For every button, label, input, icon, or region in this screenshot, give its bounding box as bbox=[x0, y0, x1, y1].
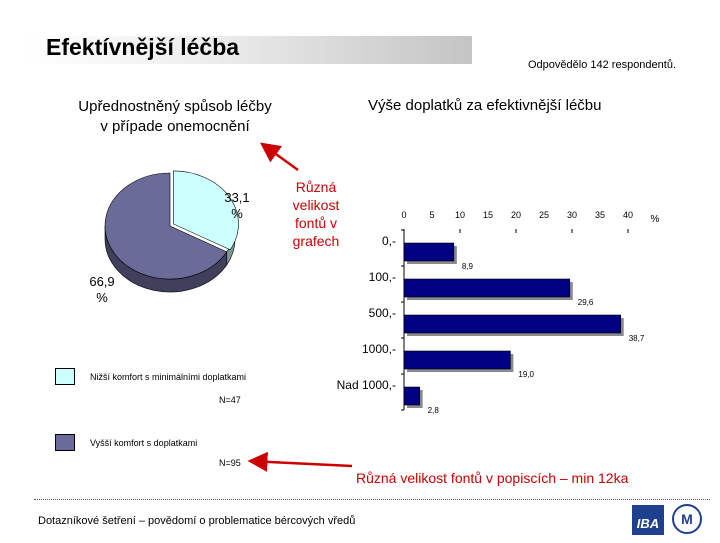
footer-text: Dotazníkové šetření – povědomí o problematice bércových vředů bbox=[38, 515, 356, 527]
bar-chart-title: Výše doplatků za efektivnější léčbu bbox=[368, 97, 602, 114]
bar-4 bbox=[404, 387, 420, 405]
pie-label-low-unit: % bbox=[231, 206, 243, 221]
category-label-2: 500,- bbox=[368, 306, 396, 320]
pie-label-high-value: 66,9 bbox=[89, 274, 115, 289]
pie-label-low-comfort bbox=[222, 190, 252, 222]
x-tick-label-5: 5 bbox=[429, 210, 435, 220]
x-tick-label-35: 35 bbox=[594, 210, 606, 220]
annotation-line-2: velikost bbox=[292, 197, 340, 213]
x-tick-label-20: 20 bbox=[510, 210, 522, 220]
category-label-1: 100,- bbox=[368, 270, 396, 284]
value-label-4: 2,8 bbox=[427, 406, 439, 415]
pie-title-line-2: v případe onemocnění bbox=[100, 118, 250, 135]
category-label-0: 0,- bbox=[381, 234, 396, 248]
bar-0 bbox=[404, 243, 454, 261]
category-label-4: Nad 1000,- bbox=[336, 378, 396, 392]
bar-1 bbox=[404, 279, 570, 297]
legend-label-low-comfort: Nižší komfort s minimálními doplatkami bbox=[90, 372, 247, 382]
legend-swatch-low-comfort bbox=[55, 368, 75, 385]
legend-swatch-high-comfort bbox=[55, 434, 75, 451]
bar-2 bbox=[404, 315, 621, 333]
value-label-0: 8,9 bbox=[461, 262, 473, 271]
legend-n-low-comfort: N=47 bbox=[219, 395, 241, 405]
category-label-3: 1000,- bbox=[361, 342, 396, 356]
pie-label-high-unit: % bbox=[96, 290, 108, 305]
pie-label-low-value: 33,1 bbox=[224, 190, 250, 205]
pie-title-line-1: Upřednostněný spůsob léčby bbox=[78, 98, 272, 115]
slide-title: Efektívnější léčba bbox=[46, 34, 240, 60]
value-label-2: 38,7 bbox=[628, 334, 645, 343]
pie-chart bbox=[105, 171, 238, 292]
bar-3 bbox=[404, 351, 510, 369]
value-label-3: 19,0 bbox=[518, 370, 534, 379]
university-seal-logo: M bbox=[672, 504, 702, 534]
respondents-note: Odpovědělo 142 respondentů. bbox=[528, 59, 677, 71]
value-label-1: 29,6 bbox=[577, 298, 594, 307]
x-unit-label: % bbox=[650, 214, 660, 225]
annotation-arrow-up bbox=[262, 144, 298, 170]
pie-label-high-comfort bbox=[88, 274, 116, 306]
footer-divider bbox=[34, 499, 710, 500]
annotation-arrow-left bbox=[250, 461, 352, 466]
x-tick-label-25: 25 bbox=[538, 210, 550, 220]
legend-label-high-comfort: Vyšší komfort s doplatkami bbox=[90, 438, 198, 448]
bar-chart bbox=[337, 210, 660, 415]
x-tick-label-30: 30 bbox=[566, 210, 578, 220]
annotation-line-3: fontů v bbox=[294, 215, 338, 231]
x-tick-label-0: 0 bbox=[401, 210, 407, 220]
iba-logo: IBA bbox=[632, 505, 664, 535]
annotation-line-1: Různá bbox=[295, 179, 337, 195]
bottom-font-note: Různá velikost fontů v popiscích – min 12ka bbox=[356, 470, 629, 486]
x-tick-label-15: 15 bbox=[482, 210, 494, 220]
annotation-line-4: grafech bbox=[292, 233, 340, 249]
legend-n-high-comfort: N=95 bbox=[219, 458, 241, 468]
x-tick-label-40: 40 bbox=[622, 210, 634, 220]
x-tick-label-10: 10 bbox=[454, 210, 466, 220]
